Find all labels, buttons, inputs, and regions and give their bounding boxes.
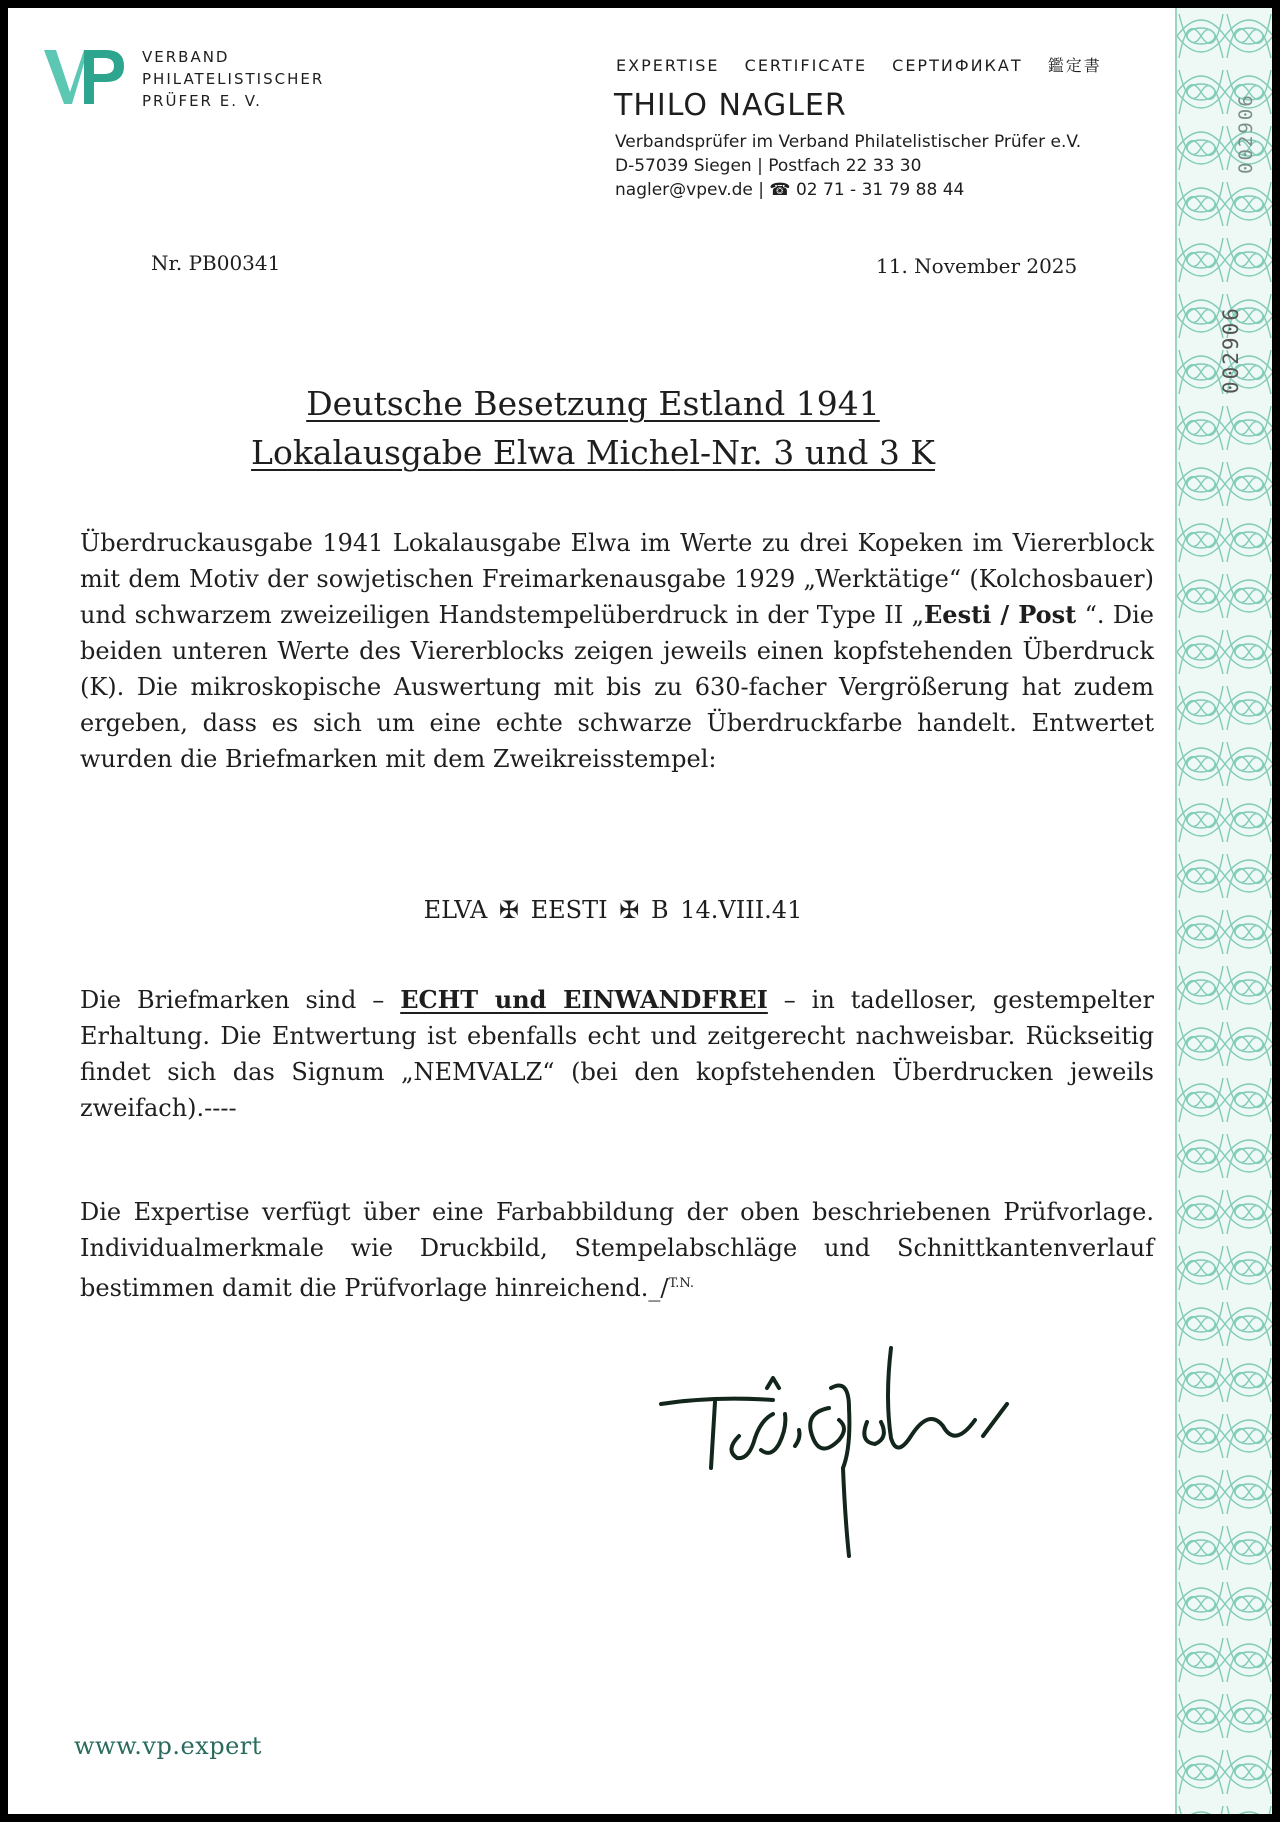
contact-line: D-57039 Siegen | Postfach 22 33 30 xyxy=(615,156,922,176)
contact-line: Verbandsprüfer im Verband Philatelistischer Prüfer e.V. xyxy=(615,132,1082,152)
overprint-type: Eesti / Post xyxy=(924,600,1077,629)
handwritten-signature xyxy=(653,1318,1093,1568)
verdict-highlight: ECHT und EINWANDFREI xyxy=(400,985,768,1014)
title-line-1: Deutsche Besetzung Estland 1941 xyxy=(306,384,880,423)
label-expertise: EXPERTISE xyxy=(616,56,720,75)
initials-superscript: T.N. xyxy=(668,1276,695,1291)
security-border xyxy=(1175,8,1272,1814)
paragraph-text: “. Die beiden unteren Werte des Viererblocks zeigen jeweils einen kopfstehenden Überdruck (K). Die mikroskopische Auswertung mit bis zu 630-facher Vergrößerung hat zudem ergeben, dass es sich um eine echte schwarze Überdruckfarbe handelt. Entwertet wurden die Briefmarken mit dem Zweikreisstempel: xyxy=(80,601,1154,773)
cancellation-stamp-text: ELVA ✠ EESTI ✠ B 14.VIII.41 xyxy=(423,896,803,924)
title-line-2: Lokalausgabe Elwa Michel-Nr. 3 und 3 K xyxy=(251,433,935,472)
vp-logo-icon xyxy=(44,46,126,108)
serial-number-top: 002906 xyxy=(1235,93,1257,174)
certificate-page xyxy=(8,8,1272,1814)
paragraph-text: Überdruckausgabe 1941 Lokalausgabe Elwa im Werte zu drei Kopeken im Viererblock mit dem Motiv der sowjetischen Freimarkenausgabe 1929 „Werktätige“ (Kolchosbauer) und schwarzem zweizeiligen Handstempelüberdruck in der Type II „ xyxy=(80,529,1154,629)
serial-number-mid: 002906 xyxy=(1219,306,1243,394)
label-kanteisho: 鑑定書 xyxy=(1047,56,1102,75)
description-paragraph xyxy=(80,525,1154,777)
org-name-line: VERBAND xyxy=(142,48,230,66)
verdict-paragraph xyxy=(80,982,1154,1126)
examiner-contact xyxy=(615,130,1081,202)
paragraph-text: Die Briefmarken sind – xyxy=(80,986,401,1014)
certificate-date: 11. November 2025 xyxy=(876,254,1078,278)
certificate-number: Nr. PB00341 xyxy=(151,251,281,275)
examiner-name: THILO NAGLER xyxy=(614,88,847,123)
paragraph-text: Die Expertise verfügt über eine Farbabbildung der oben beschriebenen Prüfvorlage. Individualmerkmale wie Druckbild, Stempelabschläge und Schnittkantenverlauf bestimmen damit die Prüfvorlage hinreichend._/ xyxy=(80,1198,1154,1302)
label-sertifikat: СЕРТИФИКАТ xyxy=(892,56,1023,75)
org-name-line: PRÜFER E. V. xyxy=(142,92,262,110)
org-name-line: PHILATELISTISCHER xyxy=(142,70,325,88)
certificate-labels xyxy=(616,53,1120,76)
label-certificate: CERTIFICATE xyxy=(744,56,868,75)
paragraph-text: – in tadelloser, gestempelter Erhaltung. Die Entwertung ist ebenfalls echt und zeitgerecht nachweisbar. Rückseitig findet sich das Signum „NEMVALZ“ (bei den kopfstehenden Überdrucken jeweils zweifach).---- xyxy=(80,986,1154,1122)
illustration-paragraph xyxy=(80,1194,1154,1306)
organization-name xyxy=(142,46,324,112)
footer-website: www.vp.expert xyxy=(74,1732,262,1760)
contact-line: nagler@vpev.de | ☎ 02 71 - 31 79 88 44 xyxy=(615,180,965,200)
guilloche-pattern-icon xyxy=(1177,8,1272,1814)
